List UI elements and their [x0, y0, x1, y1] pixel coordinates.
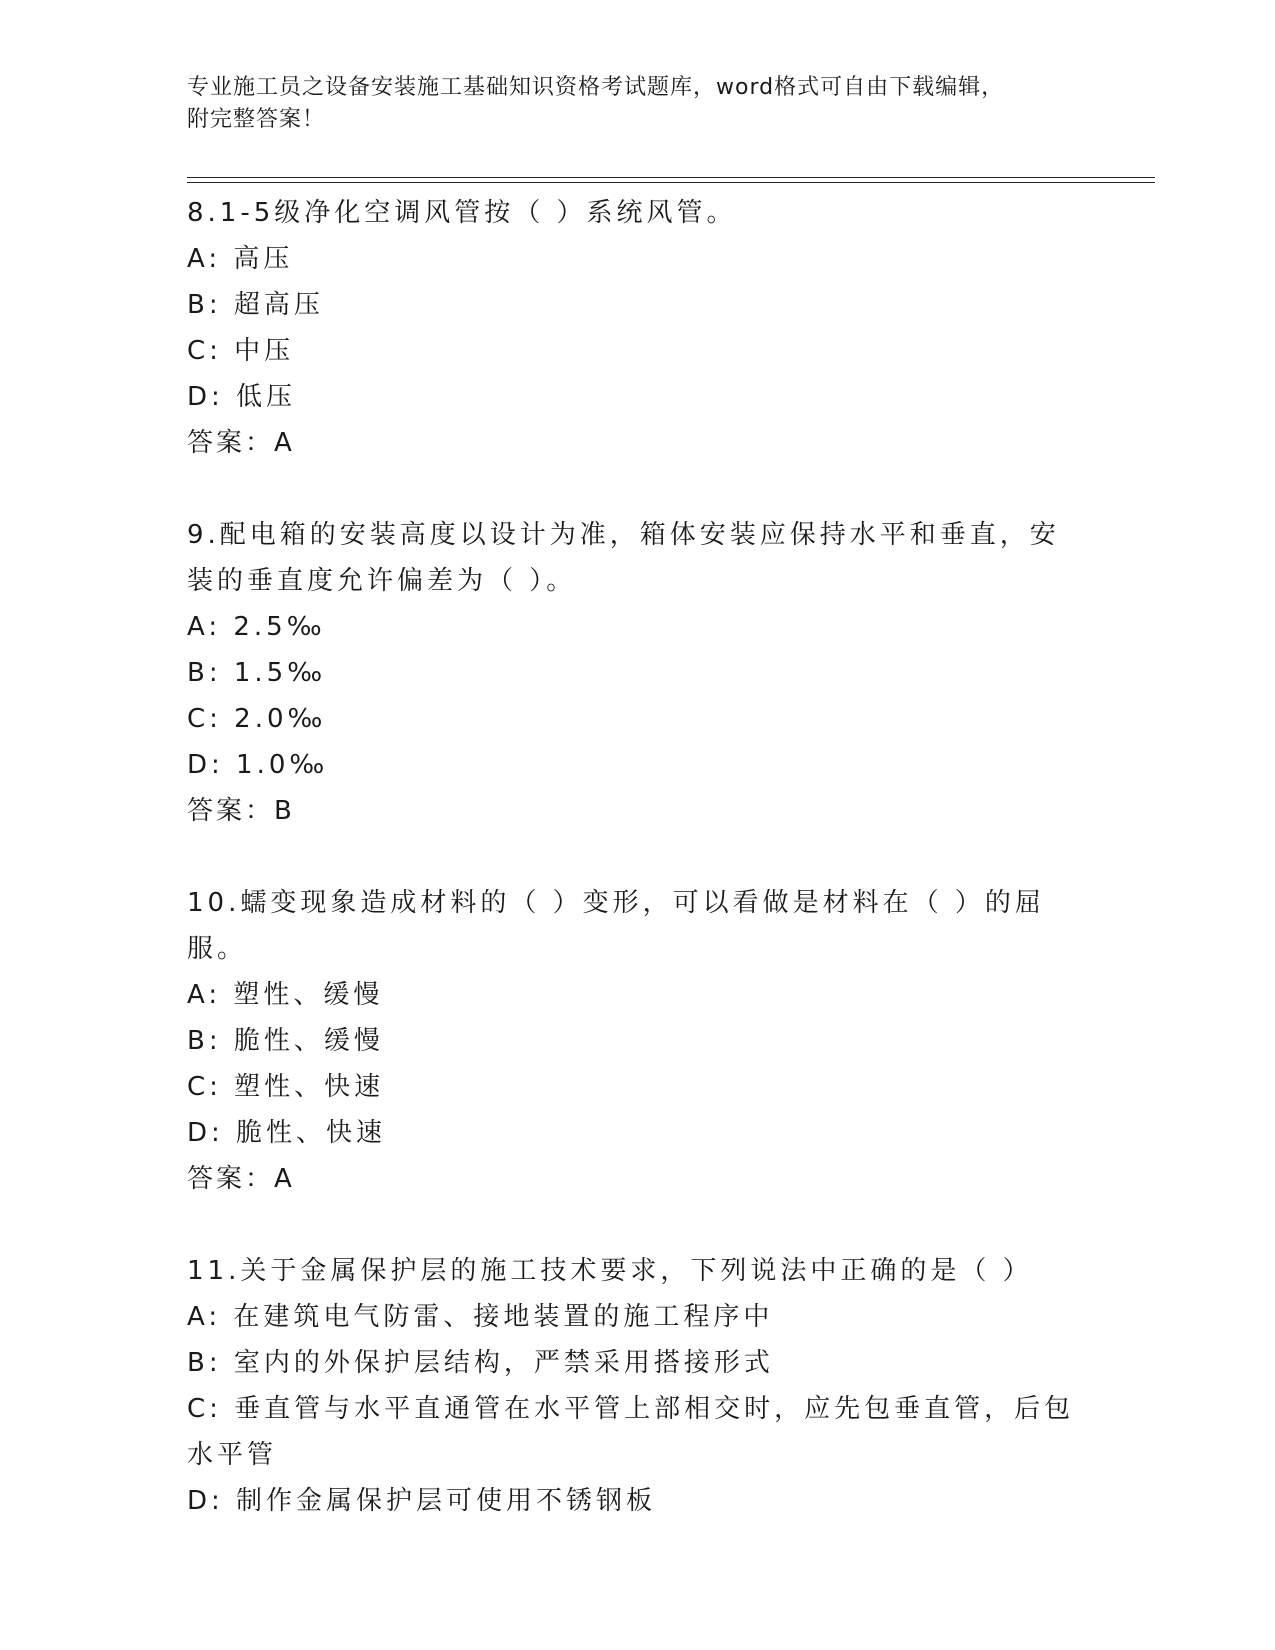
option-a: A: 2.5‰: [187, 612, 326, 642]
question-text: 9.配电箱的安装高度以设计为准，箱体安装应保持水平和垂直，安装的垂直度允许偏差为（ ）。: [187, 520, 1060, 596]
option-a: A: 塑性、缓慢: [187, 980, 384, 1010]
answer-line: [187, 788, 1087, 834]
answer-label: 答案：: [187, 1164, 275, 1194]
document-header: [187, 72, 1067, 136]
header-line-1: 专业施工员之设备安装施工基础知识资格考试题库，word格式可自由下载编辑，: [187, 75, 1005, 100]
option-c: C: 塑性、快速: [187, 1072, 385, 1102]
header-divider-top: [187, 177, 1155, 178]
question-11: [187, 1248, 1087, 1524]
answer-value: A: [274, 1164, 295, 1194]
answer-value: A: [274, 428, 295, 458]
option-b: B: 超高压: [187, 290, 324, 320]
option-b: B: 1.5‰: [187, 658, 327, 688]
question-text: 10.蠕变现象造成材料的（ ）变形，可以看做是材料在（ ）的屈服。: [187, 888, 1045, 964]
question-9: [187, 512, 1087, 834]
header-divider-bottom: [187, 182, 1155, 183]
option-a: A: 在建筑电气防雷、接地装置的施工程序中: [187, 1302, 774, 1332]
option-d: D: 制作金属保护层可使用不锈钢板: [187, 1486, 657, 1516]
option-a: A: 高压: [187, 244, 294, 274]
question-list: [187, 190, 1087, 1570]
question-text: 8.1-5级净化空调风管按（ ）系统风管。: [187, 198, 737, 228]
answer-line: [187, 420, 1087, 466]
question-8: [187, 190, 1087, 466]
answer-value: B: [274, 796, 295, 826]
option-b: B: 室内的外保护层结构，严禁采用搭接形式: [187, 1348, 774, 1378]
option-c: C: 垂直管与水平直通管在水平管上部相交时，应先包垂直管，后包水平管: [187, 1394, 1075, 1470]
header-line-2: 附完整答案！: [187, 107, 326, 132]
question-10: [187, 880, 1087, 1202]
option-c: C: 中压: [187, 336, 295, 366]
answer-label: 答案：: [187, 428, 275, 458]
answer-line: [187, 1156, 1087, 1202]
document-page: [187, 0, 1155, 1650]
option-b: B: 脆性、缓慢: [187, 1026, 384, 1056]
option-d: D: 低压: [187, 382, 297, 412]
option-d: D: 1.0‰: [187, 750, 329, 780]
option-d: D: 脆性、快速: [187, 1118, 387, 1148]
question-text: 11.关于金属保护层的施工技术要求，下列说法中正确的是（ ）: [187, 1256, 1033, 1286]
answer-label: 答案：: [187, 796, 275, 826]
option-c: C: 2.0‰: [187, 704, 327, 734]
